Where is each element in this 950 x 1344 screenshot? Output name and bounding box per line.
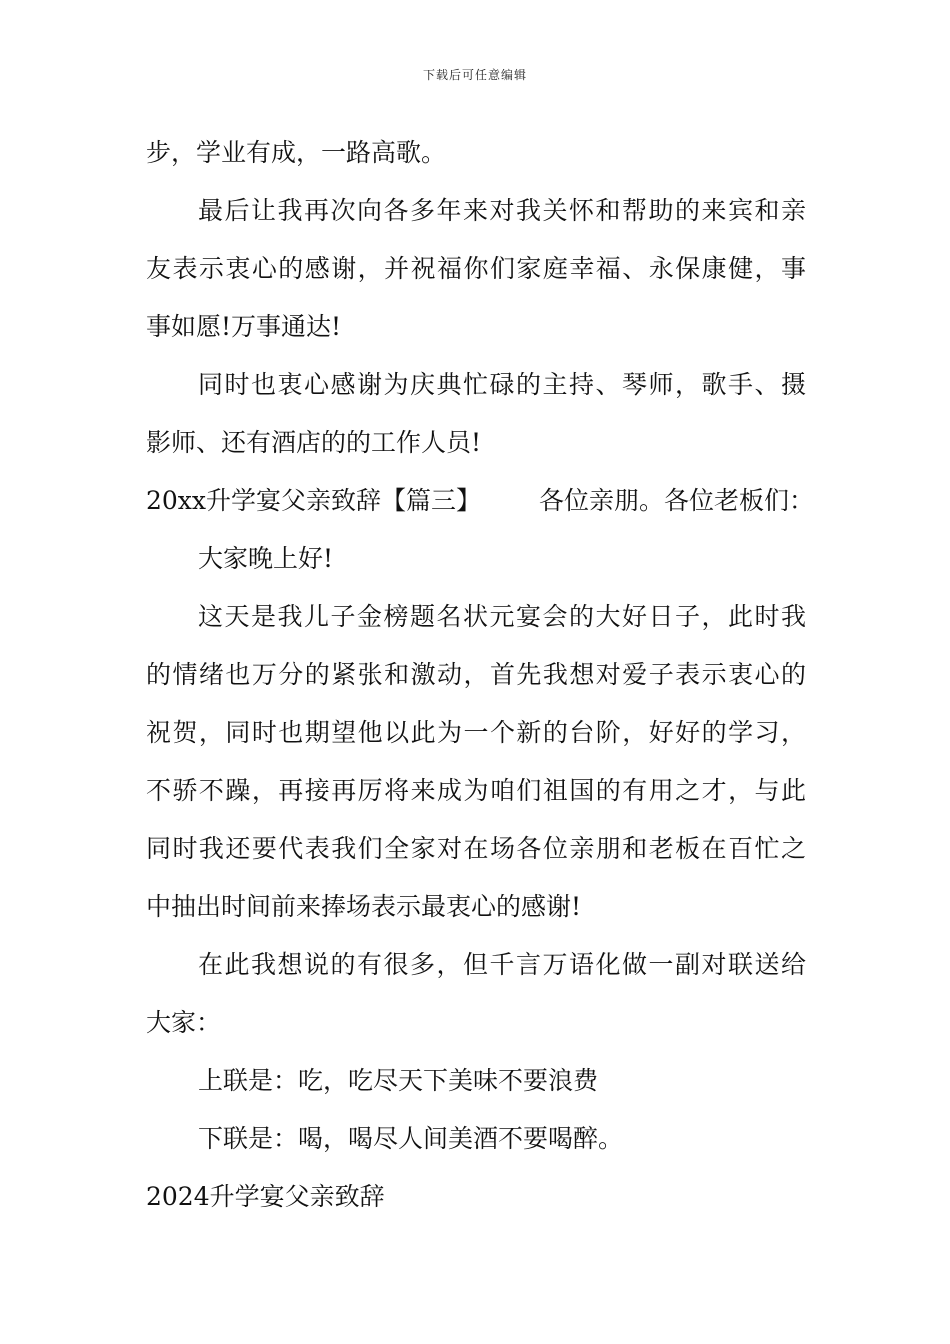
text-line: 影师、还有酒店的的工作人员! bbox=[146, 428, 482, 457]
document-footer-title: 2024升学宴父亲致辞 bbox=[146, 1182, 385, 1211]
couplet-line-lower: 下联是：喝，喝尽人间美酒不要喝醉。 bbox=[198, 1124, 624, 1153]
couplet-line-upper: 上联是：吃，吃尽天下美味不要浪费 bbox=[198, 1066, 599, 1095]
text-line: 祝贺，同时也期望他以此为一个新的台阶，好好的学习， bbox=[146, 718, 806, 747]
section-heading-row bbox=[146, 472, 815, 530]
heading-gap bbox=[481, 472, 539, 530]
text-line: 在此我想说的有很多，但千言万语化做一副对联送给 bbox=[198, 950, 806, 979]
text-line: 的情绪也万分的紧张和激动，首先我想对爱子表示衷心的 bbox=[146, 660, 806, 689]
text-line: 友表示衷心的感谢，并祝福你们家庭幸福、永保康健，事 bbox=[146, 254, 806, 283]
text-line: 步，学业有成，一路高歌。 bbox=[146, 138, 447, 167]
section-heading: 20xx升学宴父亲致辞【篇三】 bbox=[146, 486, 482, 515]
text-line: 大家： bbox=[146, 1008, 222, 1037]
text-line: 事如愿!万事通达! bbox=[146, 312, 342, 341]
salutation: 各位亲朋。各位老板们： bbox=[539, 486, 815, 515]
text-line: 最后让我再次向各多年来对我关怀和帮助的来宾和亲 bbox=[198, 196, 806, 225]
text-line: 大家晚上好! bbox=[198, 544, 334, 573]
page-header-note: 下载后可任意编辑 bbox=[422, 68, 527, 82]
text-line: 不骄不躁，再接再厉将来成为咱们祖国的有用之才，与此 bbox=[146, 776, 806, 805]
text-line: 同时我还要代表我们全家对在场各位亲朋和老板在百忙之 bbox=[146, 834, 806, 863]
text-line: 中抽出时间前来捧场表示最衷心的感谢! bbox=[146, 892, 582, 921]
text-line: 同时也衷心感谢为庆典忙碌的主持、琴师，歌手、摄 bbox=[198, 370, 806, 399]
text-line: 这天是我儿子金榜题名状元宴会的大好日子，此时我 bbox=[198, 602, 806, 631]
document-body bbox=[146, 124, 815, 1226]
